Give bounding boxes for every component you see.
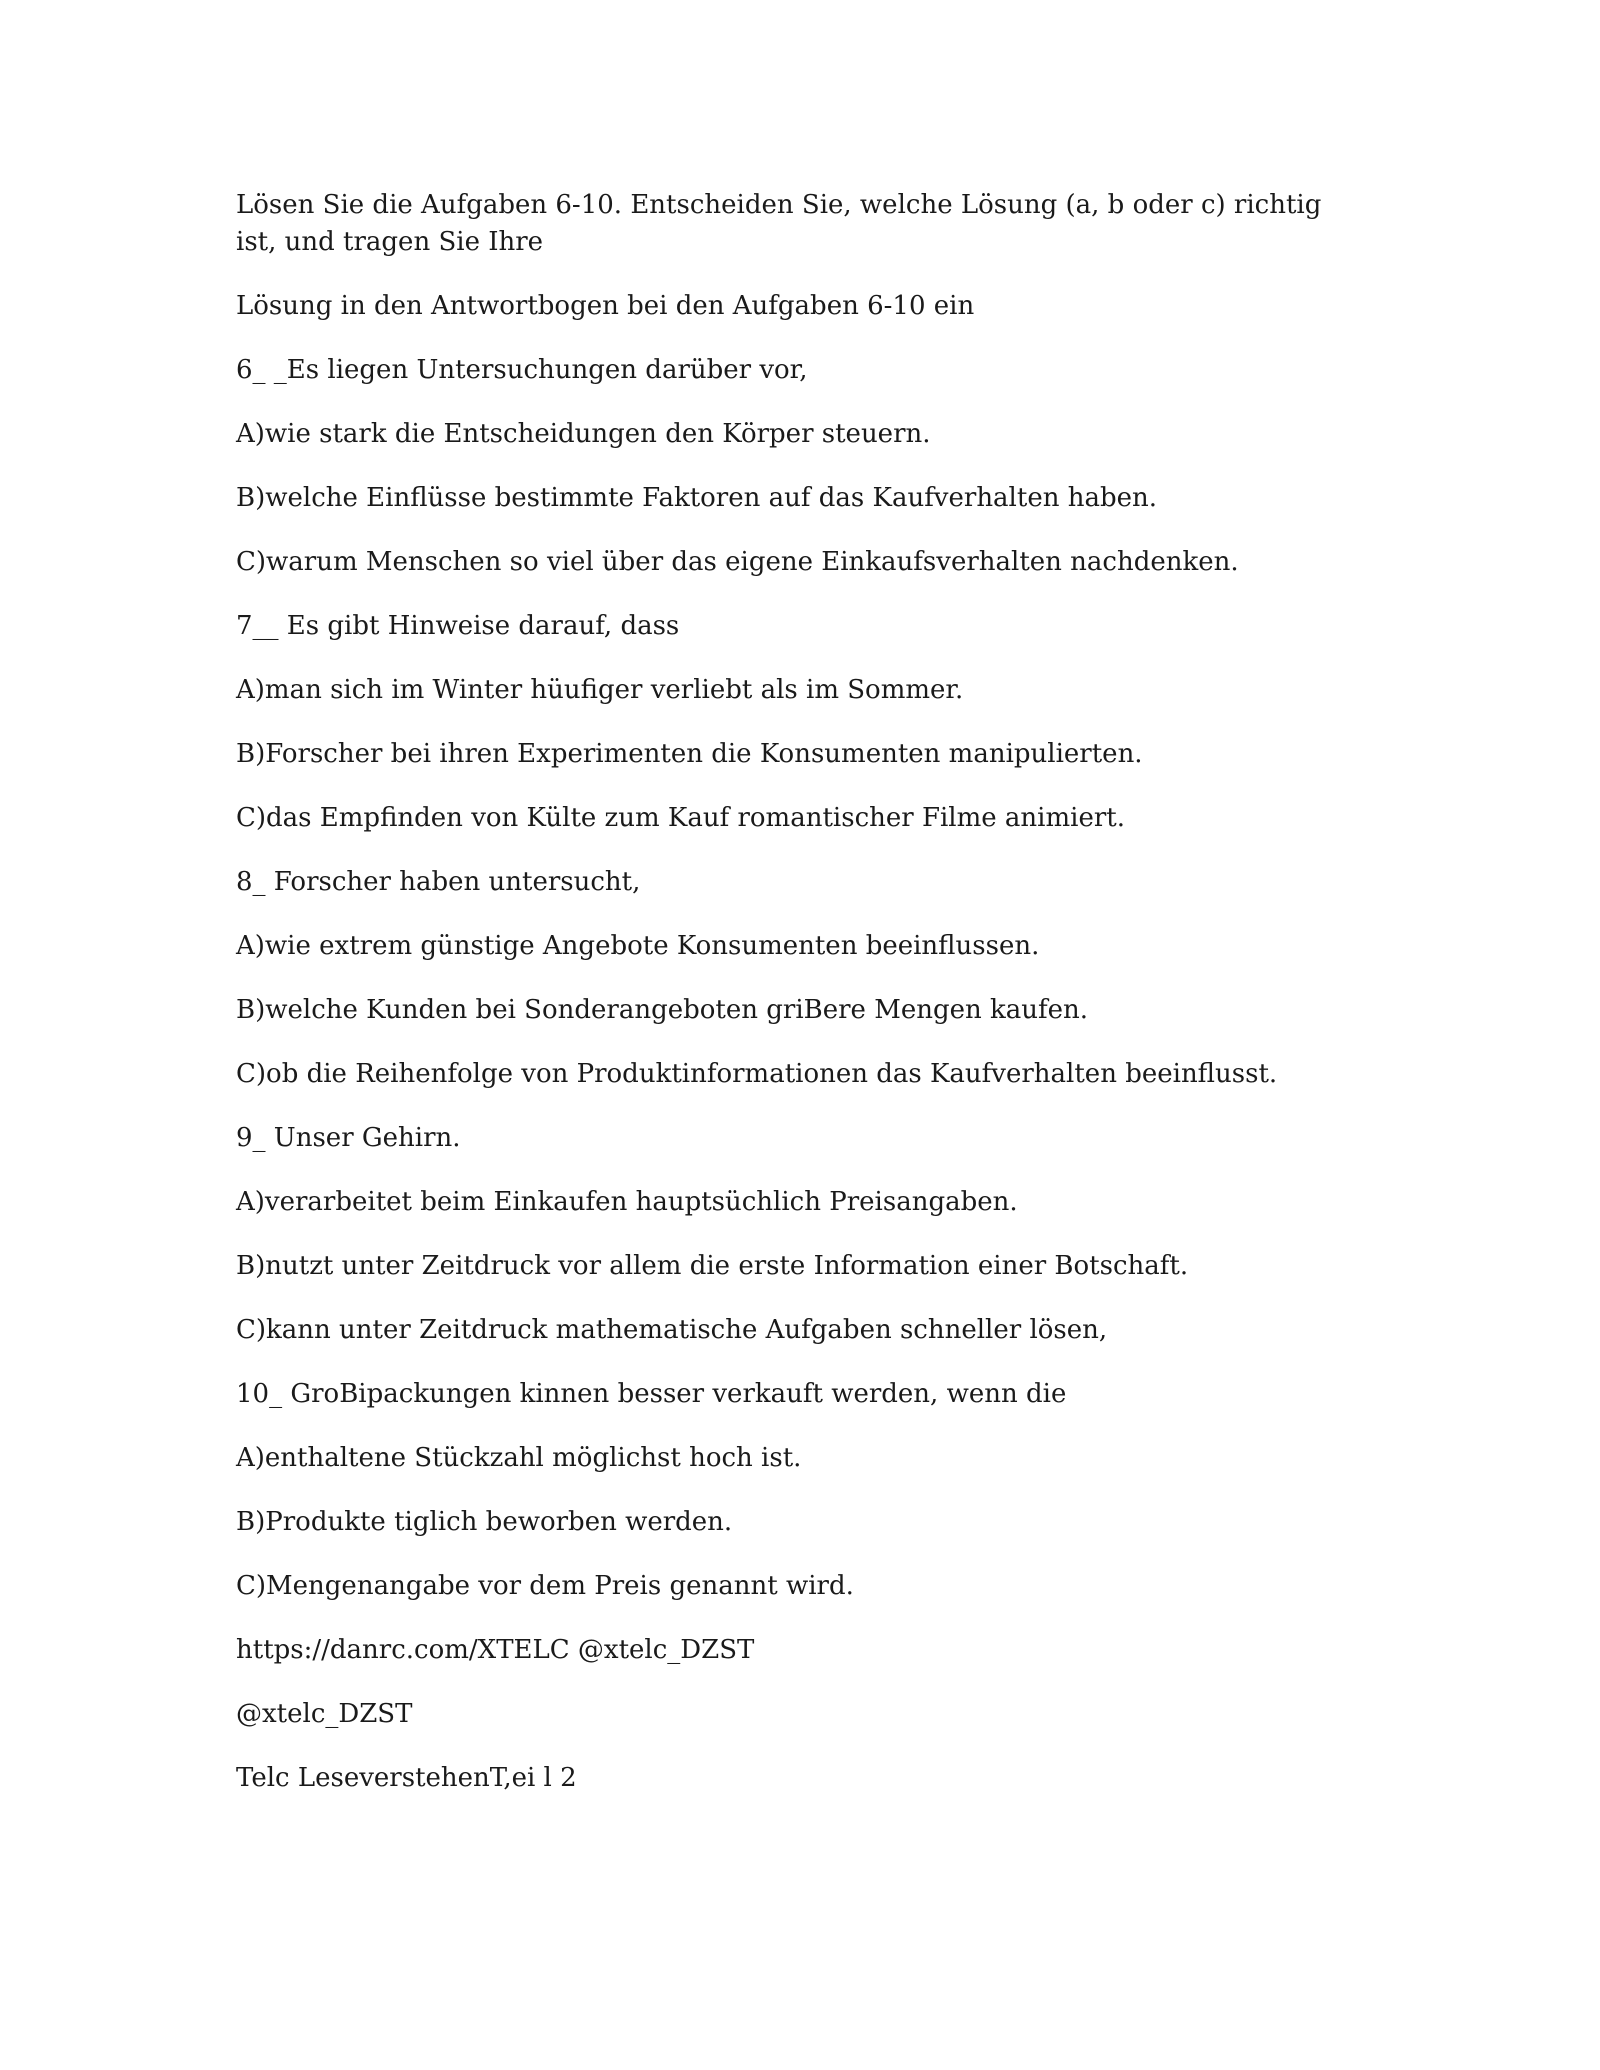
question-8-option-c: C)ob die Reihenfolge von Produktinformationen das Kaufverhalten beeinflusst. <box>236 1059 1278 1089</box>
question-9: 9_ Unser Gehirn. <box>236 1123 461 1153</box>
question-10-option-a: A)enthaltene Stückzahl möglichst hoch ist. <box>236 1443 802 1473</box>
question-6-option-b: B)welche Einflüsse bestimmte Faktoren auf das Kaufverhalten haben. <box>236 483 1158 513</box>
question-10: 10_ GroBipackungen kinnen besser verkauft werden, wenn die <box>236 1379 1067 1409</box>
question-8-option-a: A)wie extrem günstige Angebote Konsumenten beeinflussen. <box>236 931 1040 961</box>
question-9-option-a: A)verarbeitet beim Einkaufen hauptsüchlich Preisangaben. <box>236 1187 1018 1217</box>
question-9-option-c: C)kann unter Zeitdruck mathematische Aufgaben schneller lösen, <box>236 1315 1108 1345</box>
question-8: 8_ Forscher haben untersucht, <box>236 867 641 897</box>
question-10-option-b: B)Produkte tiglich beworben werden. <box>236 1507 733 1537</box>
document-body <box>236 187 1366 1824</box>
question-6-option-c: C)warum Menschen so viel über das eigene Einkaufsverhalten nachdenken. <box>236 547 1239 577</box>
question-7-option-c: C)das Empfinden von Külte zum Kauf romantischer Filme animiert. <box>236 803 1125 833</box>
footer-title: Telc LeseverstehenT,ei l 2 <box>236 1763 577 1793</box>
question-6-option-a: A)wie stark die Entscheidungen den Körper steuern. <box>236 419 931 449</box>
handle-line: @xtelc_DZST <box>236 1699 413 1729</box>
instruction-line-2: Lösung in den Antwortbogen bei den Aufgaben 6-10 ein <box>236 291 975 321</box>
question-6: 6_ _Es liegen Untersuchungen darüber vor, <box>236 355 808 385</box>
instruction-line-1: Lösen Sie die Aufgaben 6-10. Entscheiden Sie, welche Lösung (a, b oder c) richtig ist, und tragen Sie Ihre <box>236 190 1322 257</box>
question-7: 7__ Es gibt Hinweise darauf, dass <box>236 611 680 641</box>
question-9-option-b: B)nutzt unter Zeitdruck vor allem die erste Information einer Botschaft. <box>236 1251 1189 1281</box>
question-7-option-b: B)Forscher bei ihren Experimenten die Konsumenten manipulierten. <box>236 739 1143 769</box>
question-10-option-c: C)Mengenangabe vor dem Preis genannt wird. <box>236 1571 854 1601</box>
source-link-line: https://danrc.com/XTELC @xtelc_DZST <box>236 1635 755 1665</box>
question-8-option-b: B)welche Kunden bei Sonderangeboten griBere Mengen kaufen. <box>236 995 1089 1025</box>
question-7-option-a: A)man sich im Winter hüufiger verliebt als im Sommer. <box>236 675 964 705</box>
